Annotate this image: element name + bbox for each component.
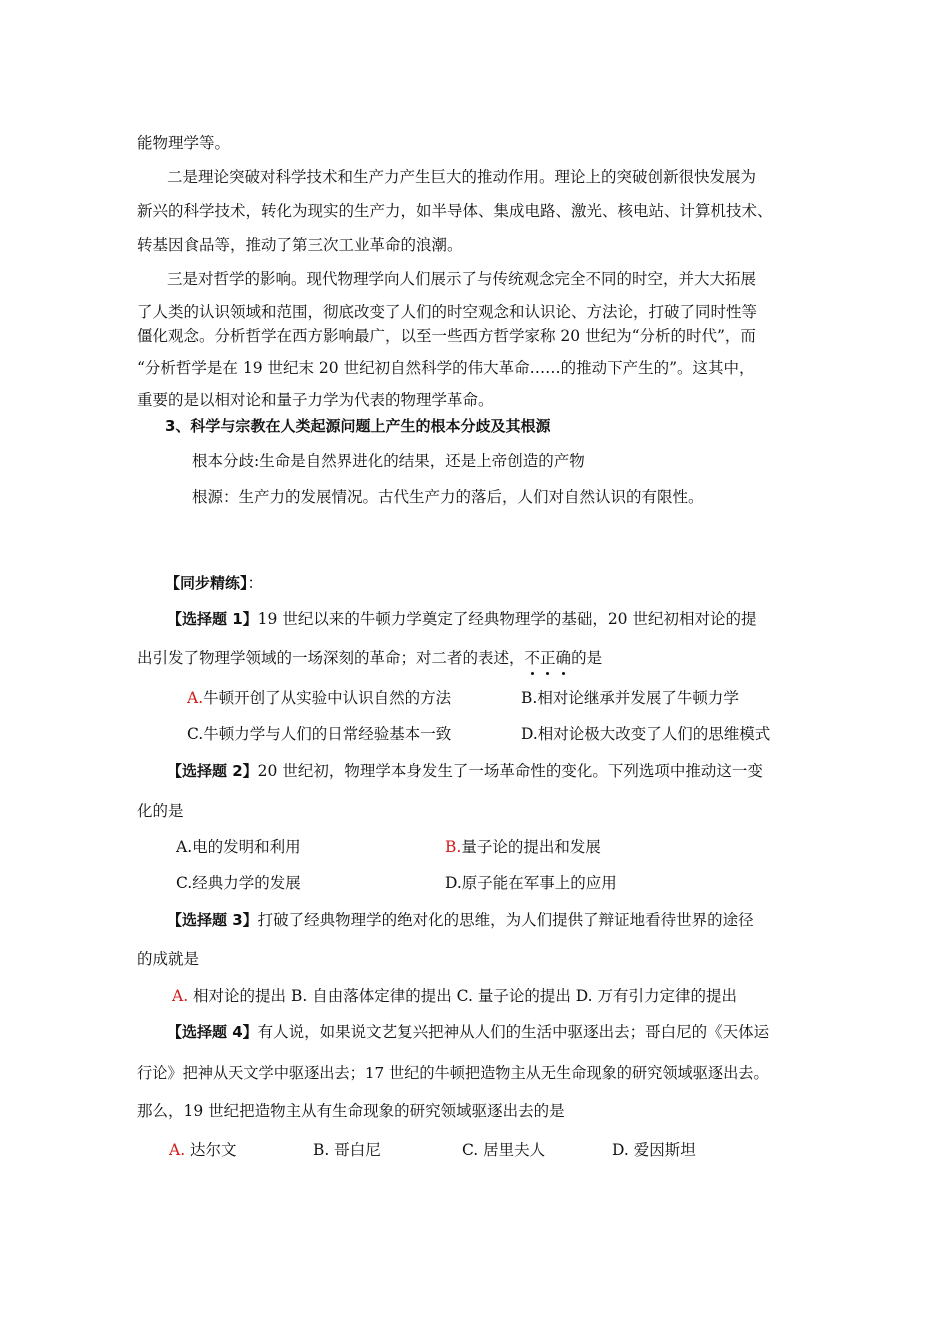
option-a: A. 达尔文: [169, 1141, 237, 1159]
option-d: D.相对论极大改变了人们的思维模式: [521, 725, 771, 743]
question-tag: 【选择题 3】: [167, 911, 258, 929]
option-c: C. 居里夫人: [462, 1141, 546, 1159]
answer-letter: A.: [187, 689, 204, 707]
question-2-line: 化的是: [137, 802, 184, 820]
question-tag: 【选择题 4】: [167, 1023, 258, 1041]
option-b: B.相对论继承并发展了牛顿力学: [521, 689, 739, 707]
question-4-line: 行论》把神从天文学中驱逐出去；17 世纪的牛顿把造物主从无生命现象的研究领域驱逐出去。: [137, 1064, 769, 1082]
paragraph-line: 二是理论突破对科学技术和生产力产生巨大的推动作用。理论上的突破创新很快发展为: [167, 168, 757, 186]
question-2-line: 【选择题 2】20 世纪初，物理学本身发生了一场革命性的变化。下列选项中推动这一变: [167, 762, 763, 780]
paragraph-line: 三是对哲学的影响。现代物理学向人们展示了与传统观念完全不同的时空，并大大拓展: [167, 270, 757, 288]
paragraph-line: 新兴的科学技术，转化为现实的生产力，如半导体、集成电路、激光、核电站、计算机技术、: [137, 202, 773, 220]
question-3-line: 【选择题 3】打破了经典物理学的绝对化的思维，为人们提供了辩证地看待世界的途径: [167, 911, 754, 929]
paragraph-line: 了人类的认识领域和范围，彻底改变了人们的时空观念和认识论、方法论，打破了同时性等: [137, 303, 758, 321]
answer-letter: B.: [445, 838, 462, 856]
emphasis-dot: 正: [540, 649, 556, 667]
option-a: A.牛顿开创了从实验中认识自然的方法: [187, 689, 452, 707]
question-4-line: 【选择题 4】有人说，如果说文艺复兴把神从人们的生活中驱逐出去；哥白尼的《天体运: [167, 1023, 770, 1041]
question-1-line: 【选择题 1】19 世纪以来的牛顿力学奠定了经典物理学的基础，20 世纪初相对论的提: [167, 610, 757, 628]
paragraph-line: 重要的是以相对论和量子力学为代表的物理学革命。: [137, 391, 494, 409]
root-text: 根源：生产力的发展情况。古代生产力的落后，人们对自然认识的有限性。: [192, 488, 704, 506]
question-tag: 【选择题 2】: [167, 762, 258, 780]
divergence-text: 根本分歧:生命是自然界进化的结果，还是上帝创造的产物: [192, 452, 585, 470]
practice-heading: 【同步精练】：: [165, 574, 264, 592]
option-d: D. 爱因斯坦: [612, 1141, 696, 1159]
answer-letter: A.: [172, 987, 189, 1005]
options-row: A. 相对论的提出 B. 自由落体定律的提出 C. 量子论的提出 D. 万有引力定律的提出: [172, 987, 737, 1005]
paragraph-line: 转基因食品等，推动了第三次工业革命的浪潮。: [137, 236, 463, 254]
option-a: A.电的发明和利用: [176, 838, 301, 856]
question-3-line: 的成就是: [137, 950, 200, 968]
option-c: C.牛顿力学与人们的日常经验基本一致: [187, 725, 452, 743]
paragraph-line: 能物理学等。: [137, 134, 231, 152]
section-heading: 3、科学与宗教在人类起源问题上产生的根本分歧及其根源: [165, 417, 551, 435]
question-4-line: 那么，19 世纪把造物主从有生命现象的研究领域驱逐出去的是: [137, 1102, 565, 1120]
option-d: D.原子能在军事上的应用: [445, 874, 617, 892]
emphasis-dot: 不: [524, 649, 541, 667]
option-b: B.量子论的提出和发展: [445, 838, 601, 856]
paragraph-line: “分析哲学是在 19 世纪末 20 世纪初自然科学的伟大革命……的推动下产生的”。这其中，: [137, 359, 755, 377]
answer-letter: A.: [169, 1141, 186, 1159]
option-c: C.经典力学的发展: [176, 874, 301, 892]
emphasis-dot: 确: [555, 649, 572, 667]
question-tag: 【选择题 1】: [167, 610, 258, 628]
paragraph-line: 僵化观念。分析哲学在西方影响最广，以至一些西方哲学家称 20 世纪为“分析的时代”，而: [137, 327, 756, 345]
option-b: B. 哥白尼: [313, 1141, 381, 1159]
question-1-line: 出引发了物理学领域的一场深刻的革命；对二者的表述，不正确的是: [137, 649, 603, 667]
